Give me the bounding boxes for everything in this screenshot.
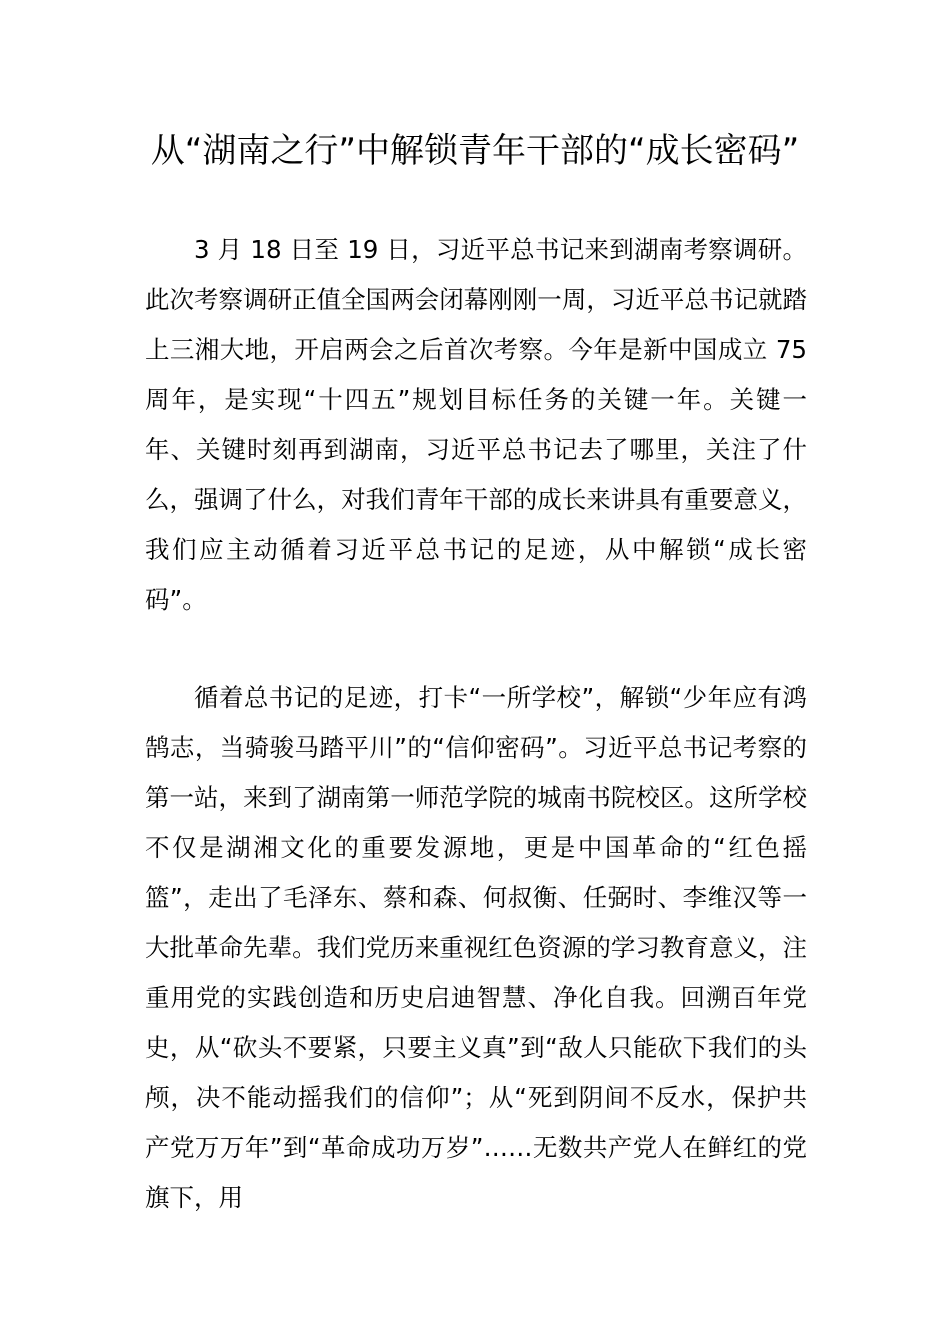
paragraph: 3 月 18 日至 19 日，习近平总书记来到湖南考察调研。此次考察调研正值全国两会闭幕刚刚一周，习近平总书记就踏上三湘大地，开启两会之后首次考察。今年是新中国成立 75 周年，是实现“十四五”规划目标任务的关键一年。关键一年、关键时刻再到湖南，习近平总书记去了哪里，关注了什么，强调了什么，对我们青年干部的成长来讲具有重要意义，我们应主动循着习近平总书记的足迹，从中解锁“成长密码”。: [145, 235, 807, 614]
document-title: 从“湖南之行”中解锁青年干部的“成长密码”: [150, 131, 800, 171]
paragraph-block-2: [145, 673, 807, 1223]
paragraph-block-1: [145, 225, 807, 625]
paragraph: 循着总书记的足迹，打卡“一所学校”，解锁“少年应有鸿鹄志，当骑骏马踏平川”的“信仰密码”。习近平总书记考察的第一站，来到了湖南第一师范学院的城南书院校区。这所学校不仅是湖湘文化的重要发源地，更是中国革命的“红色摇篮”，走出了毛泽东、蔡和森、何叔衡、任弼时、李维汉等一大批革命先辈。我们党历来重视红色资源的学习教育意义，注重用党的实践创造和历史启迪智慧、净化自我。回溯百年党史，从“砍头不要紧，只要主义真”到“敌人只能砍下我们的头颅，决不能动摇我们的信仰”；从“死到阴间不反水，保护共产党万万年”到“革命成功万岁”……无数共产党人在鲜红的党旗下，用: [145, 683, 807, 1212]
